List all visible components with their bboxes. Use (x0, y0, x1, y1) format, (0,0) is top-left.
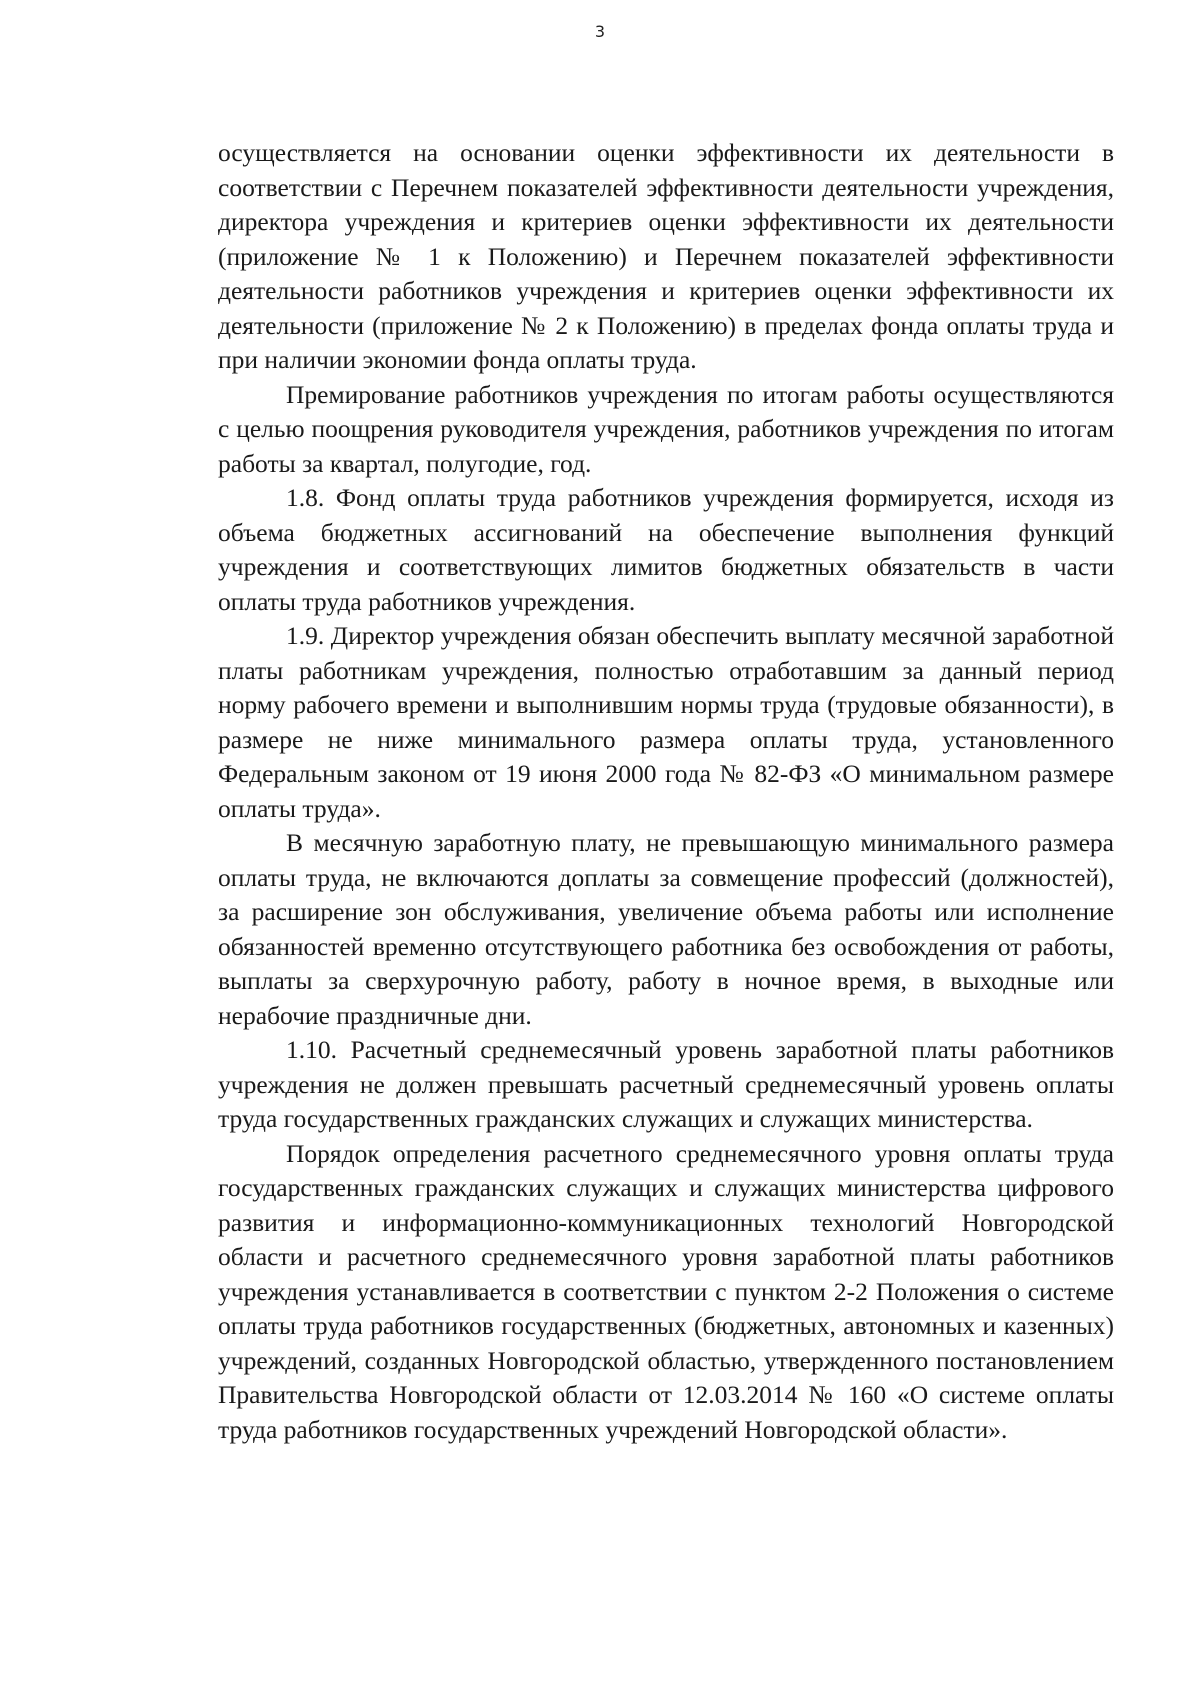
paragraph-1-10: 1.10. Расчетный среднемесячный уровень заработной платы работников учреждения не должен превышать расчетный среднемесячный уровень оплаты труда государственных гражданских служащих и служащих министерства. (218, 1035, 1114, 1133)
paragraph-procedure: Порядок определения расчетного среднемесячного уровня оплаты труда государственных гражданских служащих и служащих министерства цифрового развития и информационно-коммуникационных технологий Новгородской области и расчетного среднемесячного уровня заработной платы работников учреждения устанавливается в соответствии с пунктом 2-2 Положения о системе оплаты труда работников государственных (бюджетных, автономных и казенных) учреждений, созданных Новгородской областью, утвержденного постановлением Правительства Новгородской области от 12.03.2014 № 160 «О системе оплаты труда работников государственных учреждений Новгородской области». (218, 1138, 1114, 1444)
page-number: 3 (594, 22, 606, 41)
paragraph-monthly-pay: В месячную заработную плату, не превышающую минимального размера оплаты труда, не включаются доплаты за совмещение профессий (должностей), за расширение зон обслуживания, увеличение объема работы или исполнение обязанностей временно отсутствующего работника без освобождения от работы, выплаты за сверхурочную работу, работу в ночное время, в выходные или нерабочие праздничные дни. (218, 828, 1114, 1030)
paragraph-continuation: осуществляется на основании оценки эффективности их деятельности в соответствии с Перечнем показателей эффективности деятельности учреждения, директора учреждения и критериев оценки эффективности их деятельности (приложение № 1 к Положению) и Перечнем показателей эффективности деятельности работников учреждения и критериев оценки эффективности их деятельности (приложение № 2 к Положению) в пределах фонда оплаты труда и при наличии экономии фонда оплаты труда. (218, 138, 1114, 374)
paragraph-1-8: 1.8. Фонд оплаты труда работников учреждения формируется, исходя из объема бюджетных ассигнований на обеспечение выполнения функций учреждения и соответствующих лимитов бюджетных обязательств в части оплаты труда работников учреждения. (218, 483, 1114, 616)
document-body (218, 136, 1114, 1447)
paragraph-bonus: Премирование работников учреждения по итогам работы осуществляются с целью поощрения руководителя учреждения, работников учреждения по итогам работы за квартал, полугодие, год. (218, 379, 1114, 478)
paragraph-1-9: 1.9. Директор учреждения обязан обеспечить выплату месячной заработной платы работникам учреждения, полностью отработавшим за данный период норму рабочего времени и выполнившим нормы труда (трудовые обязанности), в размере не ниже минимального размера оплаты труда, установленного Федеральным законом от 19 июня 2000 года № 82-ФЗ «О минимальном размере оплаты труда». (218, 621, 1114, 823)
